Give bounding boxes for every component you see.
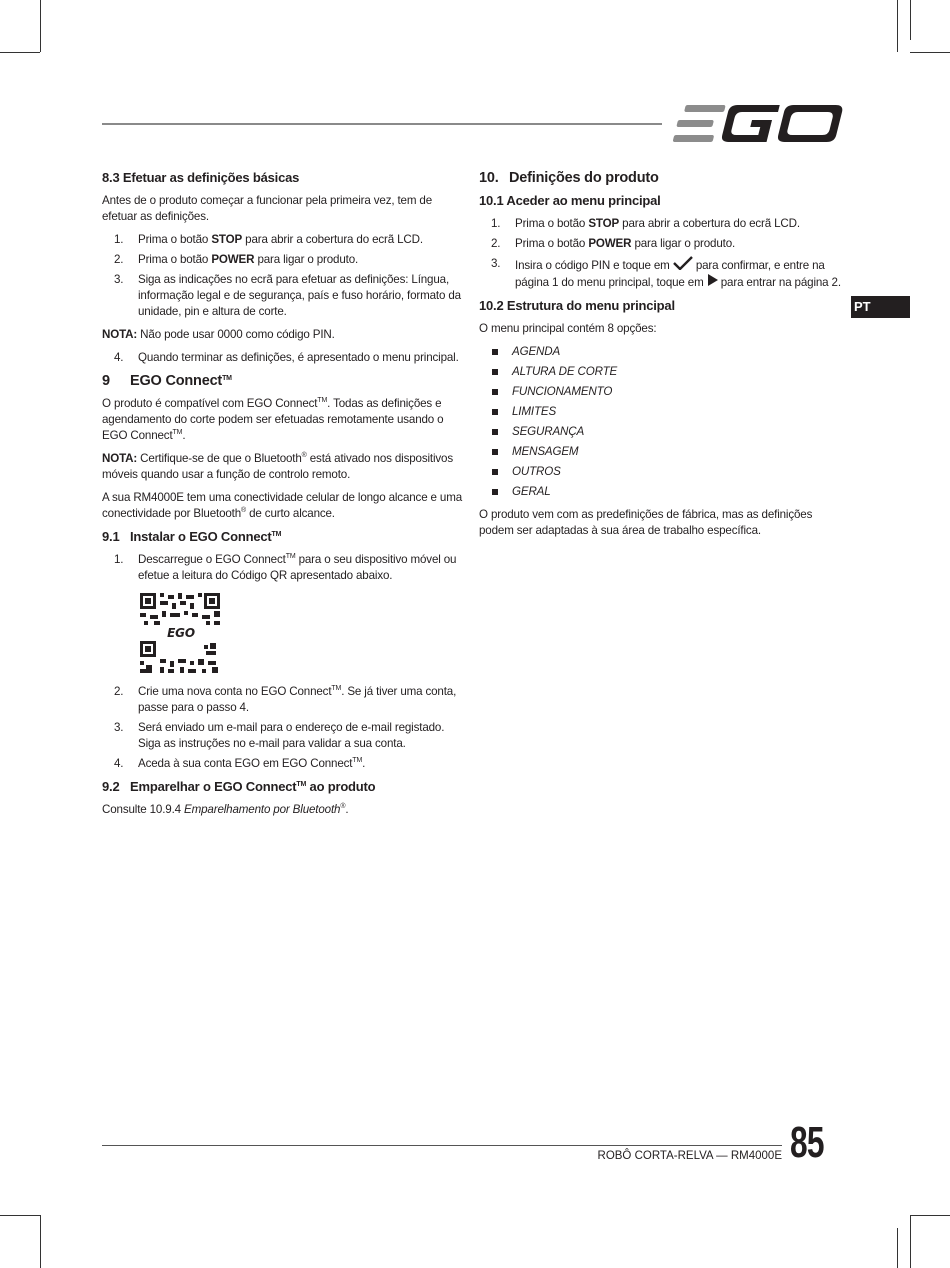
footer-rule — [102, 1145, 782, 1146]
crop-mark — [40, 1215, 41, 1268]
qr-logo-text: EGO — [167, 626, 195, 640]
ego-logo — [672, 104, 844, 144]
list-item: 1. Descarregue o EGO Connect™ para o seu dispositivo móvel ou efetue a leitura do Código QR apresentado abaixo. — [114, 553, 457, 582]
section-9-heading: 9 EGO Connect™ — [102, 373, 232, 389]
qr-code[interactable] — [140, 593, 220, 673]
right-column — [479, 170, 847, 546]
section-10-2-heading: 10.2 Estrutura do menu principal — [479, 298, 675, 313]
left-column — [102, 170, 468, 825]
list-item: SEGURANÇA — [479, 424, 847, 440]
list-item: OUTROS — [479, 464, 847, 480]
list-item: 4. Quando terminar as definições, é apresentado o menu principal. — [114, 351, 459, 364]
note-pin: NOTA: Não pode usar 0000 como código PIN. — [102, 328, 335, 341]
section-8-3-steps — [102, 232, 468, 320]
list-item: FUNCIONAMENTO — [479, 384, 847, 400]
main-menu-options — [479, 344, 847, 500]
bullet-square-icon — [492, 449, 498, 455]
section-8-3-steps-cont — [102, 350, 468, 366]
list-item: 3. Insira o código PIN e toque em para confirmar, e entre na página 1 do menu principal, toque em para entrar na página 2. — [491, 257, 841, 289]
list-item: 3. Siga as indicações no ecrã para efetuar as definições: Língua, informação legal e de segurança, país e fuso horário, formato da unidade, pin e altura de corte. — [114, 273, 461, 318]
crop-mark — [910, 1215, 911, 1268]
section-10-1-heading: 10.1 Aceder ao menu principal — [479, 193, 661, 208]
section-9-2-heading: 9.2 Emparelhar o EGO Connect™ ao produto — [102, 779, 376, 794]
section-8-3-heading: 8.3 Efetuar as definições básicas — [102, 170, 300, 185]
section-10-2-closing: O produto vem com as predefinições de fábrica, mas as definições podem ser adaptadas à sua área de trabalho específica. — [479, 508, 813, 537]
header-rule — [102, 123, 662, 125]
note-bluetooth: NOTA: Certifique-se de que o Bluetooth® está ativado nos dispositivos móveis quando usar a função de controlo remoto. — [102, 452, 453, 481]
crop-mark — [897, 1228, 898, 1268]
bullet-square-icon — [492, 349, 498, 355]
bullet-square-icon — [492, 469, 498, 475]
bullet-square-icon — [492, 429, 498, 435]
crop-mark — [0, 52, 40, 53]
page-number: 85 — [790, 1118, 824, 1167]
checkmark-icon — [673, 256, 693, 270]
list-item: 1. Prima o botão STOP para abrir a cobertura do ecrã LCD. — [491, 217, 800, 230]
section-9-1-heading: 9.1 Instalar o EGO Connect™ — [102, 529, 282, 544]
section-10-2-intro: O menu principal contém 8 opções: — [479, 322, 657, 335]
section-9-paragraph: O produto é compatível com EGO Connect™. Todas as definições e agendamento do corte podem ser efetuadas remotamente usando o EGO Connect™. — [102, 397, 444, 442]
crop-mark — [40, 0, 41, 52]
list-item: 4. Aceda à sua conta EGO em EGO Connect™. — [114, 757, 366, 770]
list-item: AGENDA — [479, 344, 847, 360]
connectivity-paragraph: A sua RM4000E tem uma conectividade celular de longo alcance e uma conectividade por Bluetooth® de curto alcance. — [102, 491, 463, 520]
crop-mark — [0, 1215, 40, 1216]
crop-mark — [910, 1215, 950, 1216]
list-item: ALTURA DE CORTE — [479, 364, 847, 380]
section-9-1-steps-cont — [102, 684, 468, 772]
bullet-square-icon — [492, 489, 498, 495]
list-item: 2. Prima o botão POWER para ligar o produto. — [491, 237, 736, 250]
section-8-3-intro: Antes de o produto começar a funcionar pela primeira vez, tem de efetuar as definições. — [102, 194, 433, 223]
list-item: 1. Prima o botão STOP para abrir a cobertura do ecrã LCD. — [114, 233, 423, 246]
list-item: 2. Prima o botão POWER para ligar o produto. — [114, 253, 359, 266]
list-item: 3. Será enviado um e-mail para o endereço de e-mail registado. Siga as instruções no e-mail para validar a sua conta. — [114, 721, 445, 750]
language-tab: PT — [851, 296, 910, 318]
list-item: LIMITES — [479, 404, 847, 420]
crop-mark — [910, 52, 950, 53]
section-10-1-steps — [479, 216, 847, 291]
section-9-1-steps — [102, 552, 468, 584]
bullet-square-icon — [492, 409, 498, 415]
crop-mark — [910, 0, 911, 40]
list-item: MENSAGEM — [479, 444, 847, 460]
play-arrow-icon — [707, 274, 718, 286]
bullet-square-icon — [492, 369, 498, 375]
list-item: 2. Crie uma nova conta no EGO Connect™. Se já tiver uma conta, passe para o passo 4. — [114, 685, 457, 714]
crop-mark — [897, 0, 898, 52]
section-9-2-reference: Consulte 10.9.4 Emparelhamento por Bluetooth®. — [102, 803, 349, 816]
section-10-heading: 10. Definições do produto — [479, 170, 659, 186]
bullet-square-icon — [492, 389, 498, 395]
footer-title: ROBÔ CORTA-RELVA — RM4000E — [597, 1150, 782, 1162]
list-item: GERAL — [479, 484, 847, 500]
